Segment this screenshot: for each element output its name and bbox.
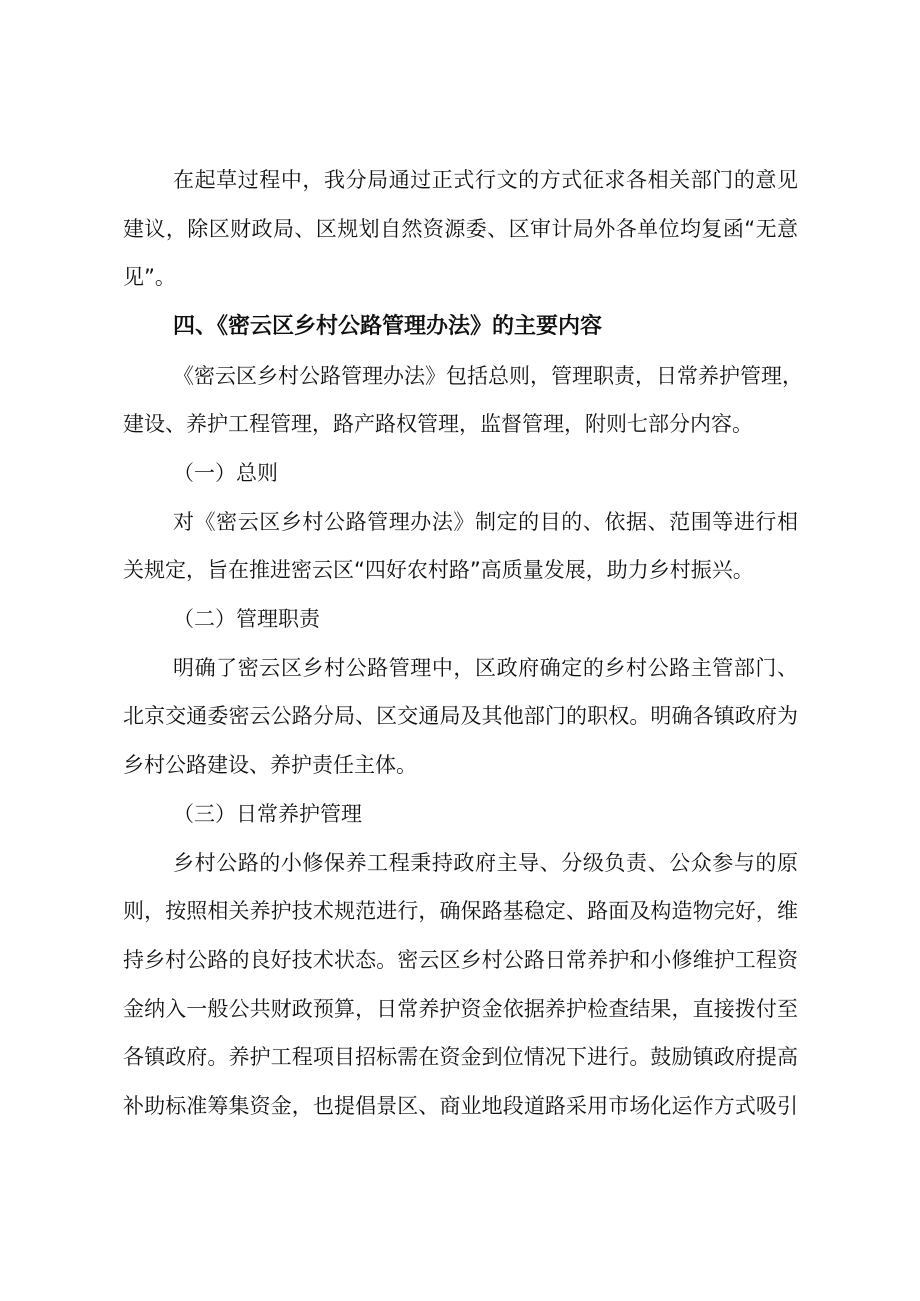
- subsection-title-duties: （二）管理职责: [173, 607, 320, 631]
- summary-line-1: 《密云区乡村公路管理办法》包括总则，管理职责，日常养护管理，: [173, 364, 803, 388]
- intro-line-3: 见”。: [123, 265, 176, 289]
- subsection-title-maintenance: （三）日常养护管理: [173, 802, 362, 826]
- subsection-duties-line-3: 乡村公路建设、养护责任主体。: [123, 753, 417, 777]
- subsection-duties-line-1: 明确了密云区乡村公路管理中，区政府确定的乡村公路主管部门、: [173, 656, 798, 680]
- intro-line-1: 在起草过程中，我分局通过正式行文的方式征求各相关部门的意见: [173, 168, 798, 192]
- subsection-maintenance-line-2: 则，按照相关养护技术规范进行，确保路基稳定、路面及构造物完好，维: [123, 899, 798, 923]
- subsection-maintenance-line-6: 补助标准筹集资金，也提倡景区、商业地段道路采用市场化运作方式吸引: [123, 1094, 798, 1118]
- intro-line-2: 建议，除区财政局、区规划自然资源委、区审计局外各单位均复函“无意: [123, 217, 798, 241]
- subsection-general-line-1: 对《密云区乡村公路管理办法》制定的目的、依据、范围等进行相: [173, 510, 798, 534]
- subsection-maintenance-line-3: 持乡村公路的良好技术状态。密云区乡村公路日常养护和小修维护工程资: [123, 948, 798, 972]
- subsection-maintenance-line-5: 各镇政府。养护工程项目招标需在资金到位情况下进行。鼓励镇政府提高: [123, 1045, 798, 1069]
- subsection-maintenance-line-4: 金纳入一般公共财政预算，日常养护资金依据养护检查结果，直接拨付至: [123, 997, 798, 1021]
- section-heading: 四、《密云区乡村公路管理办法》的主要内容: [173, 314, 603, 339]
- subsection-maintenance-line-1: 乡村公路的小修保养工程秉持政府主导、分级负责、公众参与的原: [173, 851, 798, 875]
- summary-line-2: 建设、养护工程管理，路产路权管理，监督管理，附则七部分内容。: [123, 412, 753, 436]
- subsection-title-general: （一）总则: [173, 461, 278, 485]
- subsection-general-line-2: 关规定，旨在推进密云区“四好农村路”高质量发展，助力乡村振兴。: [123, 558, 754, 582]
- subsection-duties-line-2: 北京交通委密云公路分局、区交通局及其他部门的职权。明确各镇政府为: [123, 704, 798, 728]
